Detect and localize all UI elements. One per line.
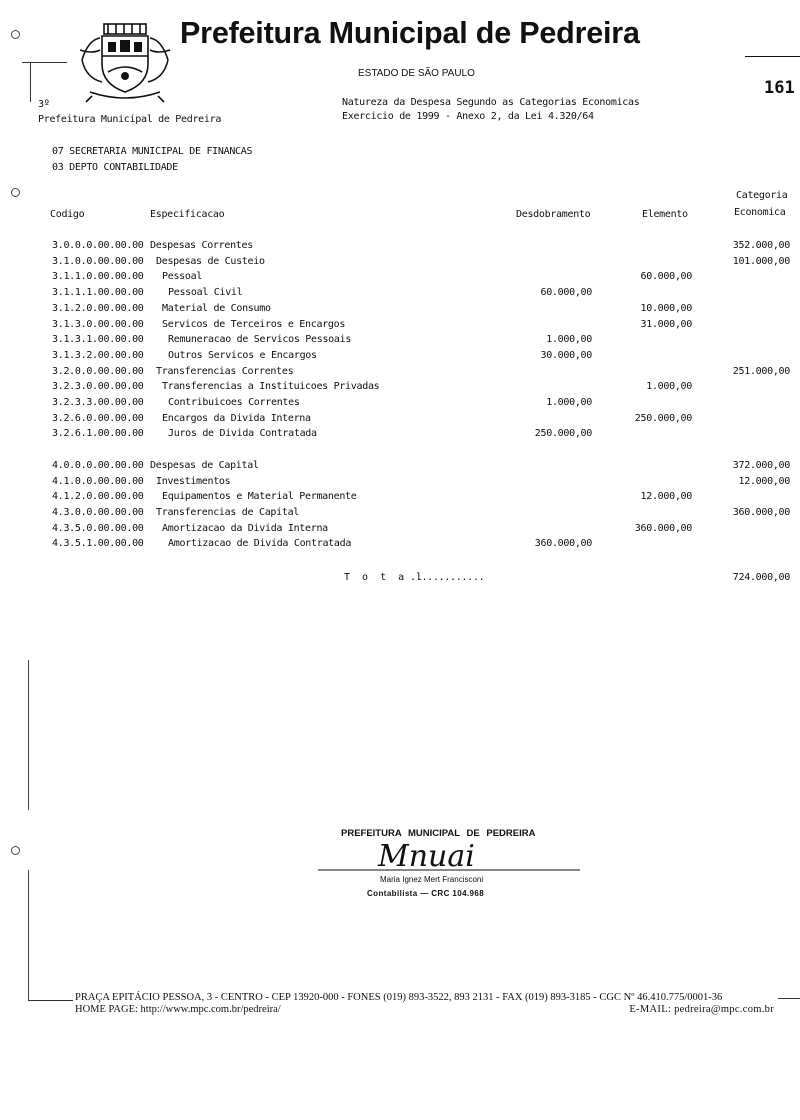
row-desdobramento: 1.000,00: [546, 334, 592, 346]
table-row: [0, 366, 800, 382]
row-description: Investimentos: [156, 475, 231, 487]
row-description: Equipamentos e Material Permanente: [162, 491, 357, 503]
letterhead-state: ESTADO DE SÃO PAULO: [358, 68, 475, 79]
row-description: Pessoal: [162, 271, 203, 283]
row-description: Juros de Divida Contratada: [168, 428, 317, 440]
table-row: [0, 523, 800, 539]
table-row: [0, 413, 800, 429]
col-header-especificacao: Especificacao: [150, 209, 225, 220]
total-leader-dots: .............: [410, 572, 485, 583]
row-desdobramento: 60.000,00: [540, 287, 592, 299]
row-code: 3.2.3.0.00.00.00: [52, 381, 144, 393]
row-code: 4.3.5.1.00.00.00: [52, 538, 144, 550]
punch-hole-icon: [11, 30, 20, 39]
footer-rule: [28, 1000, 73, 1001]
row-desdobramento: 360.000,00: [534, 538, 592, 550]
table-row: [0, 507, 800, 523]
row-elemento: 250.000,00: [634, 412, 692, 424]
row-code: 3.2.6.1.00.00.00: [52, 428, 144, 440]
title-rule: [745, 56, 800, 57]
row-code: 3.1.3.1.00.00.00: [52, 334, 144, 346]
total-label: T o t a l: [344, 572, 426, 583]
letterhead-title: Prefeitura Municipal de Pedreira: [180, 16, 640, 50]
row-categoria: 101.000,00: [732, 255, 790, 267]
row-code: 3.1.1.1.00.00.00: [52, 287, 144, 299]
row-code: 3.1.0.0.00.00.00: [52, 255, 144, 267]
row-elemento: 60.000,00: [640, 271, 692, 283]
row-description: Material de Consumo: [162, 302, 271, 314]
row-code: 4.1.2.0.00.00.00: [52, 491, 144, 503]
row-elemento: 12.000,00: [640, 491, 692, 503]
row-description: Despesas de Capital: [150, 459, 259, 471]
municipal-seal-icon: [78, 20, 172, 104]
table-row: [0, 256, 800, 272]
table-row: [0, 491, 800, 507]
row-description: Transferencias a Instituicoes Privadas: [162, 381, 380, 393]
row-elemento: 1.000,00: [646, 381, 692, 393]
signature-organization: PREFEITURA MUNICIPAL DE PEDREIRA: [341, 828, 536, 839]
row-code: 3.2.6.0.00.00.00: [52, 412, 144, 424]
report-title: Natureza da Despesa Segundo as Categorias Economicas: [342, 97, 640, 108]
report-secretaria: 07 SECRETARIA MUNICIPAL DE FINANCAS: [52, 146, 253, 157]
row-code: 3.1.1.0.00.00.00: [52, 271, 144, 283]
table-row: [0, 303, 800, 319]
row-description: Despesas Correntes: [150, 240, 253, 251]
row-code: 4.0.0.0.00.00.00: [52, 459, 144, 471]
row-description: Transferencias Correntes: [156, 365, 294, 377]
frame-line-left: [30, 62, 31, 102]
col-header-codigo: Codigo: [50, 209, 85, 220]
table-row: [0, 476, 800, 492]
signatory-name: Maria Ignez Mert Francisconi: [380, 875, 484, 884]
row-code: 3.2.0.0.00.00.00: [52, 365, 144, 377]
row-code: 4.3.0.0.00.00.00: [52, 506, 144, 518]
total-value: 724.000,00: [732, 572, 790, 583]
report-depto: 03 DEPTO CONTABILIDADE: [52, 162, 178, 173]
row-description: Remuneracao de Servicos Pessoais: [168, 334, 352, 346]
row-code: 3.1.2.0.00.00.00: [52, 302, 144, 314]
footer-email: E-MAIL: pedreira@mpc.com.br: [629, 1004, 774, 1015]
row-code: 3.1.3.0.00.00.00: [52, 318, 144, 330]
table-row: [0, 240, 800, 256]
row-code: 3.1.3.2.00.00.00: [52, 349, 144, 361]
row-elemento: 10.000,00: [640, 302, 692, 314]
report-exercise: Exercicio de 1999 - Anexo 2, da Lei 4.320/64: [342, 111, 594, 122]
row-description: Contribuicoes Correntes: [168, 397, 300, 408]
row-code: 4.3.5.0.00.00.00: [52, 522, 144, 534]
row-description: Amortizacao da Divida Interna: [162, 522, 328, 534]
row-description: Encargos da Divida Interna: [162, 412, 311, 424]
frame-line-top: [22, 62, 67, 63]
table-row: [0, 460, 800, 476]
row-categoria: 251.000,00: [732, 365, 790, 377]
margin-line: [28, 660, 29, 810]
row-desdobramento: 250.000,00: [534, 428, 592, 440]
table-row: [0, 271, 800, 287]
col-header-categoria: Categoria: [736, 190, 788, 201]
row-description: Pessoal Civil: [168, 287, 243, 299]
table-row: [0, 444, 800, 460]
col-header-elemento: Elemento: [642, 209, 688, 220]
row-categoria: 352.000,00: [732, 240, 790, 251]
col-header-desdobramento: Desdobramento: [516, 209, 591, 220]
table-row: [0, 350, 800, 366]
row-categoria: 360.000,00: [732, 506, 790, 518]
row-description: Outros Servicos e Encargos: [168, 349, 317, 361]
table-row: [0, 319, 800, 335]
row-code: 4.1.0.0.00.00.00: [52, 475, 144, 487]
footer-address: PRAÇA EPITÁCIO PESSOA, 3 - CENTRO - CEP 13920-000 - FONES (019) 893-3522, 893 2131 - FAX (019) 893-3185 - CGC Nº 46.410.775/0001-36: [75, 992, 723, 1003]
row-description: Servicos de Terceiros e Encargos: [162, 318, 346, 330]
row-elemento: 31.000,00: [640, 318, 692, 330]
row-description: Despesas de Custeio: [156, 255, 265, 267]
row-categoria: 372.000,00: [732, 459, 790, 471]
page-number: 161: [764, 78, 795, 98]
table-row: [0, 334, 800, 350]
table-row: [0, 397, 800, 413]
margin-line: [28, 870, 29, 1000]
row-description: Amortizacao de Divida Contratada: [168, 538, 352, 550]
punch-hole-icon: [11, 188, 20, 197]
row-code: 3.0.0.0.00.00.00: [52, 240, 144, 251]
row-description: Transferencias de Capital: [156, 506, 300, 518]
punch-hole-icon: [11, 846, 20, 855]
handwritten-signature: [318, 836, 580, 876]
row-code: 3.2.3.3.00.00.00: [52, 397, 144, 408]
signature-glyphs: Mnuai: [378, 839, 475, 874]
row-elemento: 360.000,00: [634, 522, 692, 534]
row-desdobramento: 1.000,00: [546, 397, 592, 408]
footer-homepage: HOME PAGE: http://www.mpc.com.br/pedreira/: [75, 1004, 281, 1015]
report-sequence: 3º: [38, 99, 50, 110]
signatory-role: Contabilista — CRC 104.968: [367, 889, 485, 898]
footer-rule: [778, 998, 800, 999]
report-entity: Prefeitura Municipal de Pedreira: [38, 114, 222, 125]
table-row: [0, 538, 800, 554]
col-header-economica: Economica: [734, 207, 786, 218]
table-row: [0, 381, 800, 397]
table-row: [0, 287, 800, 303]
row-desdobramento: 30.000,00: [540, 349, 592, 361]
row-categoria: 12.000,00: [738, 475, 790, 487]
table-row: [0, 428, 800, 444]
